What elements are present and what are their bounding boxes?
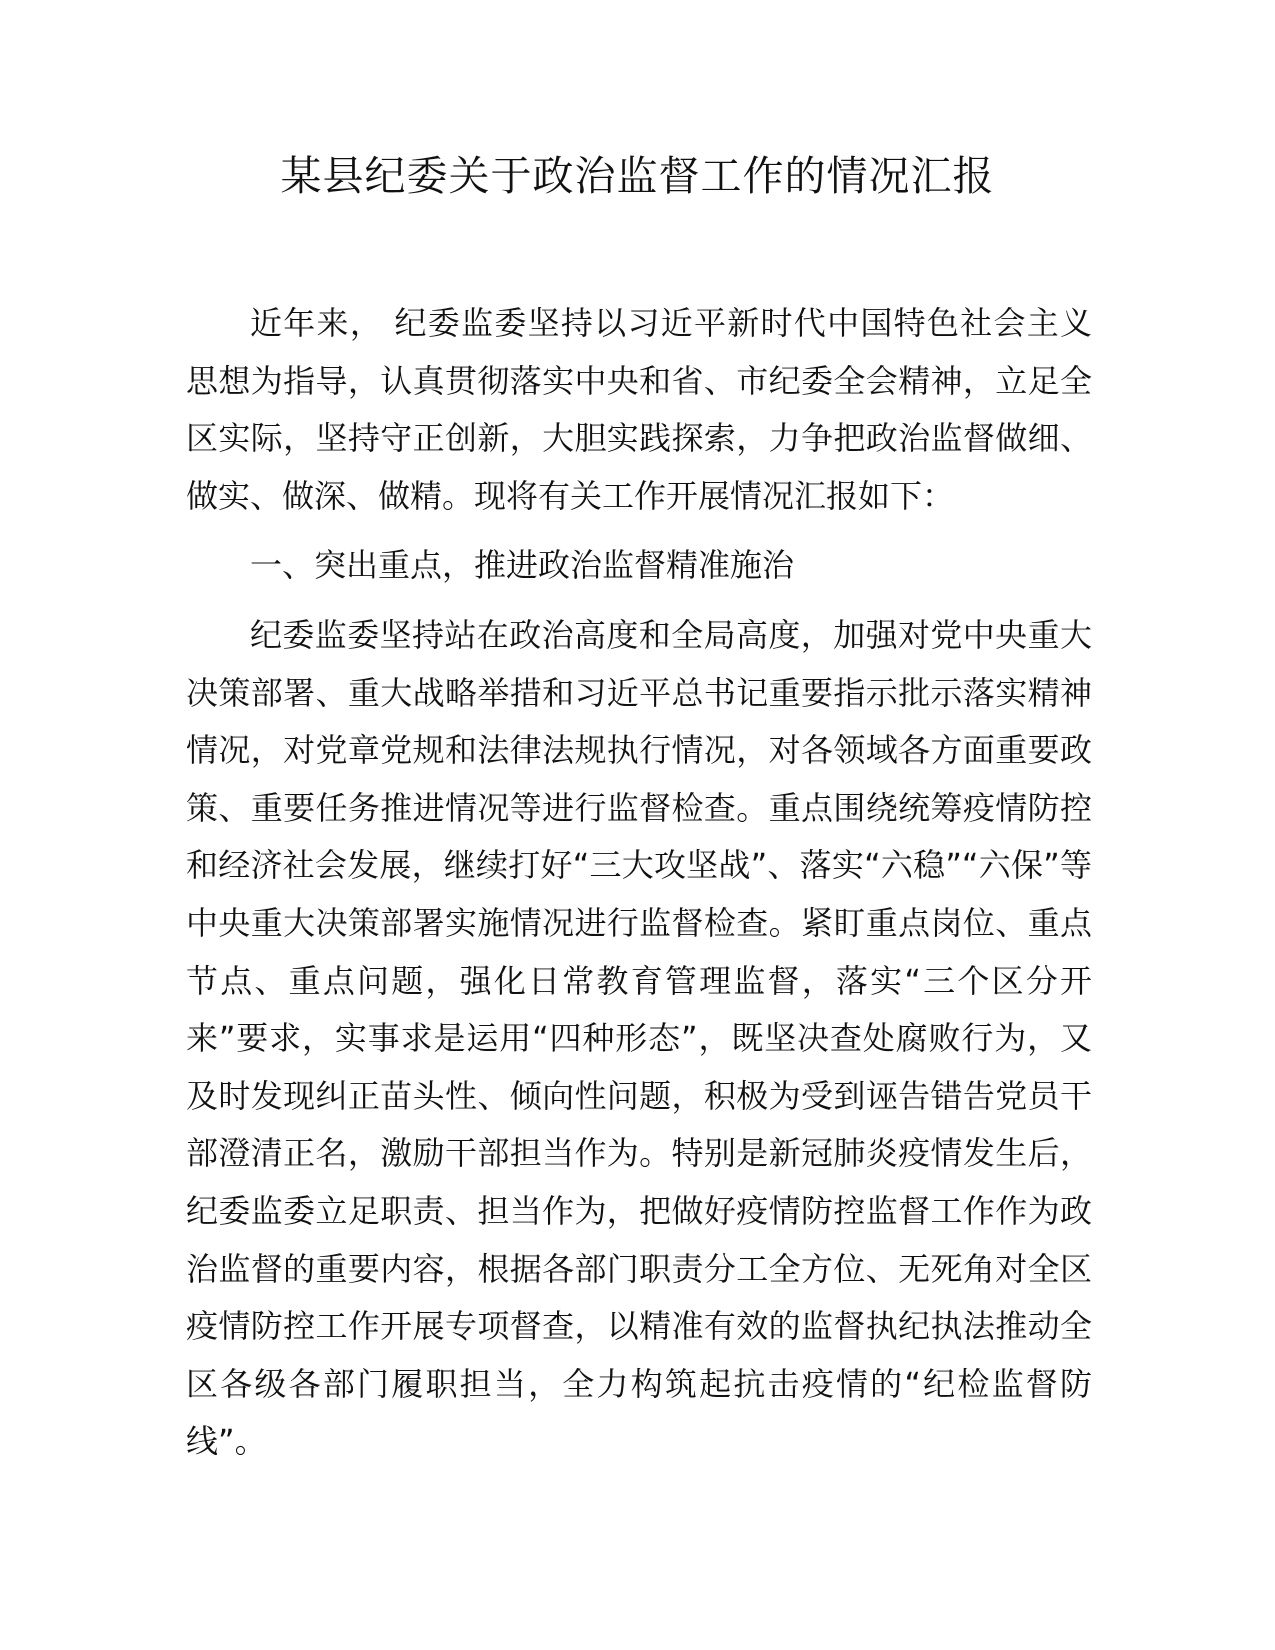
intro-paragraph: 近年来， 纪委监委坚持以习近平新时代中国特色社会主义思想为指导，认真贯彻落实中央和省、市纪委全会精神，立足全区实际，坚持守正创新，大胆实践探索，力争把政治监督做细、做实、做深、做精。现将有关工作开展情况汇报如下： — [186, 304, 1092, 515]
document-title: 某县纪委关于政治监督工作的情况汇报 — [280, 152, 995, 200]
section-paragraph: 纪委监委坚持站在政治高度和全局高度，加强对党中央重大决策部署、重大战略举措和习近平总书记重要指示批示落实精神情况，对党章党规和法律法规执行情况，对各领域各方面重要政策、重要任务推进情况等进行监督检查。重点围绕统筹疫情防控和经济社会发展，继续打好“三大攻坚战”、落实“六稳”“六保”等中央重大决策部署实施情况进行监督检查。紧盯重点岗位、重点节点、重点问题，强化日常教育管理监督，落实“三个区分开来”要求，实事求是运用“四种形态”，既坚决查处腐败行为，又及时发现纠正苗头性、倾向性问题，积极为受到诬告错告党员干部澄清正名，激励干部担当作为。特别是新冠肺炎疫情发生后， 纪委监委立足职责、担当作为，把做好疫情防控监督工作作为政治监督的重要内容，根据各部门职责分工全方位、无死角对全区疫情防控工作开展专项督查，以精准有效的监督执纪执法推动全区各级各部门履职担当，全力构筑起抗击疫情的“纪检监督防线”。 — [186, 615, 1092, 1461]
section-heading: 一、突出重点，推进政治监督精准施治 — [250, 546, 795, 585]
paragraph-gap — [186, 525, 1092, 537]
document-body — [186, 295, 1092, 1471]
